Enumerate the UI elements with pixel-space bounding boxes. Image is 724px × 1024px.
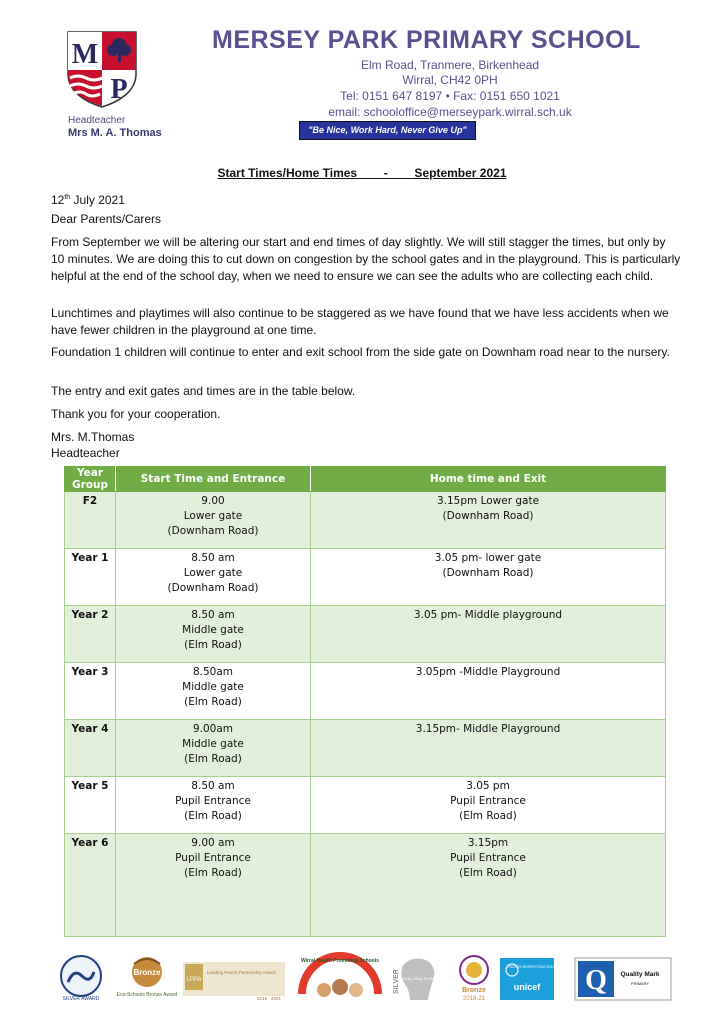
- start-time-line: Middle gate: [182, 738, 244, 750]
- year-group-cell: Year 5: [65, 777, 116, 834]
- home-time-cell: [311, 663, 666, 720]
- svg-text:SILVER AWARD: SILVER AWARD: [62, 996, 100, 1002]
- start-time-line: 8.50 am: [191, 780, 235, 792]
- headteacher-name: Mrs M. A. Thomas: [68, 127, 162, 139]
- col-year-group: Year Group: [65, 467, 116, 492]
- table-row: [65, 492, 666, 549]
- crest-letter-p: P: [110, 74, 128, 105]
- start-time-line: Middle gate: [182, 681, 244, 693]
- svg-text:MENTAL HEALTH AWARD: MENTAL HEALTH AWARD: [397, 977, 443, 981]
- headteacher-label: Headteacher: [68, 115, 126, 126]
- year-group-cell: Year 1: [65, 549, 116, 606]
- start-time-line: (Downham Road): [167, 525, 259, 537]
- home-time-cell: [311, 606, 666, 663]
- home-time-line: (Downham Road): [442, 510, 534, 522]
- letter-title: Start Times/Home Times - September 2021: [217, 166, 507, 180]
- year-group-cell: Year 2: [65, 606, 116, 663]
- school-motto: "Be Nice, Work Hard, Never Give Up": [299, 121, 476, 140]
- start-time-line: (Elm Road): [184, 867, 242, 879]
- home-time-cell: [311, 834, 666, 937]
- col-home-time: Home time and Exit: [311, 467, 666, 492]
- start-time-line: (Elm Road): [184, 753, 242, 765]
- svg-text:2018-21: 2018-21: [462, 996, 486, 1002]
- signature-name: Mrs. M.Thomas: [51, 430, 135, 444]
- times-table: [64, 466, 666, 937]
- start-time-cell: [116, 720, 311, 777]
- svg-text:Wirral Health Promoting School: Wirral Health Promoting Schools: [300, 958, 380, 964]
- salutation: Dear Parents/Carers: [51, 212, 162, 226]
- start-time-line: Pupil Entrance: [175, 795, 251, 807]
- unicef-rights-respecting-icon: [500, 954, 564, 1002]
- home-time-line: 3.05 pm- Middle playground: [413, 609, 563, 621]
- start-time-cell: [116, 834, 311, 937]
- home-time-line: 3.05pm -Middle Playground: [415, 666, 561, 678]
- start-time-line: 9.00am: [192, 723, 234, 735]
- address-line-2: Wirral, CH42 0PH: [402, 73, 498, 87]
- start-time-line: (Elm Road): [184, 810, 242, 822]
- table-row: [65, 720, 666, 777]
- svg-text:Q: Q: [585, 965, 607, 996]
- year-group-cell: F2: [65, 492, 116, 549]
- svg-text:Bronze: Bronze: [462, 987, 486, 994]
- home-time-line: Pupil Entrance: [450, 852, 526, 864]
- start-time-line: Pupil Entrance: [175, 852, 251, 864]
- quality-mark-icon: [574, 954, 672, 1002]
- start-time-line: 9.00: [201, 495, 225, 507]
- svg-text:Bronze: Bronze: [133, 968, 161, 977]
- school-name: MERSEY PARK PRIMARY SCHOOL: [212, 26, 641, 54]
- school-crest-icon: [66, 30, 138, 108]
- svg-text:Eco-Schools Bronze Award: Eco-Schools Bronze Award: [116, 992, 178, 998]
- start-time-cell: [116, 606, 311, 663]
- start-time-cell: [116, 777, 311, 834]
- lppa-award-icon: [183, 954, 285, 1002]
- year-group-cell: Year 3: [65, 663, 116, 720]
- svg-text:2018 - 2021: 2018 - 2021: [256, 996, 281, 1001]
- year-group-cell: Year 6: [65, 834, 116, 937]
- start-time-line: 9.00 am: [191, 837, 235, 849]
- phone-fax: Tel: 0151 647 8197 • Fax: 0151 650 1021: [340, 89, 560, 103]
- svg-text:Quality Mark: Quality Mark: [620, 971, 660, 978]
- start-time-cell: [116, 492, 311, 549]
- start-time-line: Lower gate: [183, 510, 243, 522]
- svg-text:Leading Parent Partnership Awa: Leading Parent Partnership Award: [207, 970, 276, 975]
- start-time-line: (Downham Road): [167, 582, 259, 594]
- table-row: [65, 606, 666, 663]
- silver-award-badge-icon: [58, 954, 104, 1002]
- start-time-cell: [116, 663, 311, 720]
- silver-mental-health-award-icon: [392, 954, 442, 1002]
- home-time-line: 3.15pm: [467, 837, 509, 849]
- start-time-line: Lower gate: [183, 567, 243, 579]
- paragraph-5: Thank you for your cooperation.: [51, 407, 221, 421]
- start-time-cell: [116, 549, 311, 606]
- svg-text:LPPA: LPPA: [186, 977, 202, 983]
- table-header-row: [65, 467, 666, 492]
- eco-schools-bronze-icon: [118, 954, 176, 1002]
- home-time-cell: [311, 549, 666, 606]
- signature-role: Headteacher: [51, 446, 120, 460]
- table-row: [65, 777, 666, 834]
- home-time-line: 3.15pm Lower gate: [436, 495, 540, 507]
- home-time-line: (Elm Road): [459, 810, 517, 822]
- paragraph-3: Foundation 1 children will continue to enter and exit school from the side gate on Downham road near to the nursery.: [51, 345, 670, 359]
- home-time-line: (Downham Road): [442, 567, 534, 579]
- home-time-line: 3.05 pm: [466, 780, 510, 792]
- paragraph-1: From September we will be altering our start and end times of day slightly. We will still stagger the times, but only by 10 minutes. We are doing this to cut down on congestion by the school gates and in the playground. This is particularly helpful at the end of the school day, when we need to ensure we can see the adults who are collecting each child.: [51, 235, 681, 283]
- crest-letter-m: M: [71, 39, 99, 70]
- bronze-award-2018-21-icon: [452, 954, 496, 1002]
- home-time-line: Pupil Entrance: [450, 795, 526, 807]
- svg-text:unicef: unicef: [513, 982, 541, 992]
- wirral-health-promoting-schools-icon: [298, 954, 382, 1002]
- start-time-line: (Elm Road): [184, 696, 242, 708]
- svg-text:SILVER: SILVER: [393, 969, 400, 994]
- email-address: email: schooloffice@merseypark.wirral.sch.uk: [328, 105, 572, 119]
- start-time-line: Middle gate: [182, 624, 244, 636]
- table-row: [65, 834, 666, 937]
- svg-text:PRIMARY: PRIMARY: [630, 981, 650, 986]
- home-time-line: (Elm Road): [459, 867, 517, 879]
- paragraph-4: The entry and exit gates and times are in the table below.: [51, 384, 356, 398]
- address-line-1: Elm Road, Tranmere, Birkenhead: [360, 58, 540, 72]
- letter-date: 12th July 2021: [51, 193, 125, 207]
- year-group-cell: Year 4: [65, 720, 116, 777]
- start-time-line: (Elm Road): [184, 639, 242, 651]
- svg-text:RIGHTS RESPECTING SCHOOLS: RIGHTS RESPECTING SCHOOLS: [508, 965, 564, 969]
- home-time-cell: [311, 720, 666, 777]
- col-start-time: Start Time and Entrance: [116, 467, 311, 492]
- home-time-cell: [311, 777, 666, 834]
- table-row: [65, 663, 666, 720]
- home-time-cell: [311, 492, 666, 549]
- start-time-line: 8.50am: [192, 666, 234, 678]
- start-time-line: 8.50 am: [191, 609, 235, 621]
- paragraph-2: Lunchtimes and playtimes will also continue to be staggered as we have found that we have less accidents when we have fewer children in the playground at one time.: [51, 306, 669, 337]
- table-row: [65, 549, 666, 606]
- home-time-line: 3.15pm- Middle Playground: [415, 723, 561, 735]
- start-time-line: 8.50 am: [191, 552, 235, 564]
- home-time-line: 3.05 pm- lower gate: [434, 552, 542, 564]
